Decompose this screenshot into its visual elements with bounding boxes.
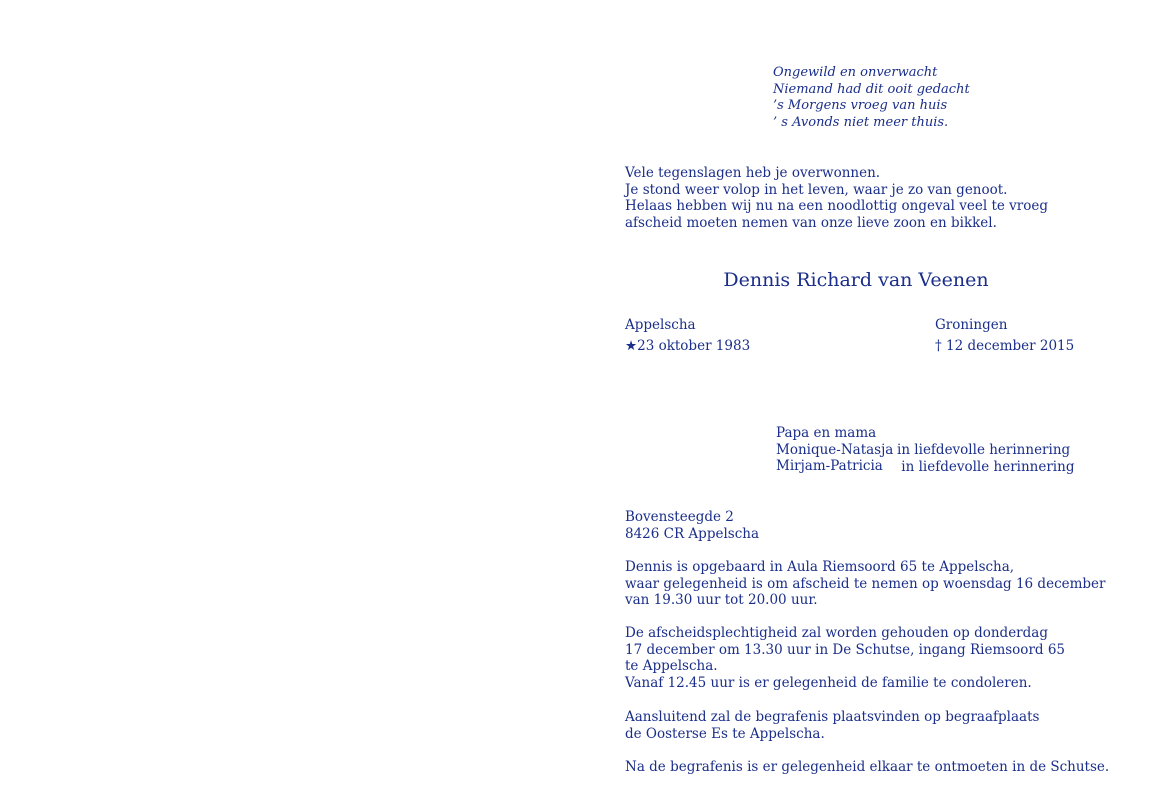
paragraph-line: Aansluitend zal de begrafenis plaatsvinden op begraafplaats (625, 709, 1040, 725)
family-member: Papa en mama (776, 425, 877, 441)
reception-paragraph (625, 759, 1109, 776)
deceased-name: Dennis Richard van Veenen (723, 269, 989, 291)
paragraph-line: te Appelscha. (625, 658, 718, 675)
family-notes (897, 442, 1074, 475)
intro-line: afscheid moeten nemen van onze lieve zoon en bikkel. (625, 215, 997, 232)
birth-place: Appelscha (625, 317, 696, 333)
address (625, 509, 759, 542)
family-names (776, 425, 893, 475)
intro-line: Vele tegenslagen heb je overwonnen. (625, 165, 881, 181)
address-line: 8426 CR Appelscha (625, 525, 760, 542)
burial-paragraph (625, 709, 1039, 742)
family-member: Monique-Natasja (776, 441, 894, 458)
birth-date: ★23 oktober 1983 (625, 338, 751, 354)
death-date: † 12 december 2015 (935, 338, 1075, 354)
poem-line: Niemand had dit ooit gedacht (773, 81, 970, 97)
death-place: Groningen (935, 317, 1008, 333)
family-member: Mirjam-Patricia (776, 458, 883, 475)
poem-line: Ongewild en onverwacht (773, 65, 938, 80)
poem (773, 65, 970, 132)
intro-line: Je stond weer volop in het leven, waar je zo van genoot. (625, 181, 1008, 198)
paragraph-line: 17 december om 13.30 uur in De Schutse, ingang Riemsoord 65 (625, 641, 1066, 658)
paragraph-line: waar gelegenheid is om afscheid te nemen op woensdag 16 december (625, 575, 1106, 592)
paragraph-line: de Oosterse Es te Appelscha. (625, 725, 825, 742)
paragraph-line: Vanaf 12.45 uur is er gelegenheid de familie te condoleren. (625, 675, 1032, 692)
address-line: Bovensteegde 2 (625, 509, 734, 525)
paragraph-line: van 19.30 uur tot 20.00 uur. (625, 592, 818, 609)
family-note: in liefdevolle herinnering (897, 458, 1075, 475)
paragraph-line: Na de begrafenis is er gelegenheid elkaar te ontmoeten in de Schutse. (625, 759, 1110, 775)
poem-line: ’ s Avonds niet meer thuis. (773, 115, 949, 131)
intro-text (625, 165, 1048, 232)
ceremony-paragraph (625, 625, 1065, 692)
paragraph-line: De afscheidsplechtigheid zal worden gehouden op donderdag (625, 625, 1048, 641)
intro-line: Helaas hebben wij nu na een noodlottig ongeval veel te vroeg (625, 198, 1049, 215)
paragraph-line: Dennis is opgebaard in Aula Riemsoord 65 te Appelscha, (625, 559, 1015, 575)
poem-line: ’s Morgens vroeg van huis (773, 98, 948, 114)
family-note: in liefdevolle herinnering (897, 442, 1071, 458)
viewing-paragraph (625, 559, 1106, 609)
